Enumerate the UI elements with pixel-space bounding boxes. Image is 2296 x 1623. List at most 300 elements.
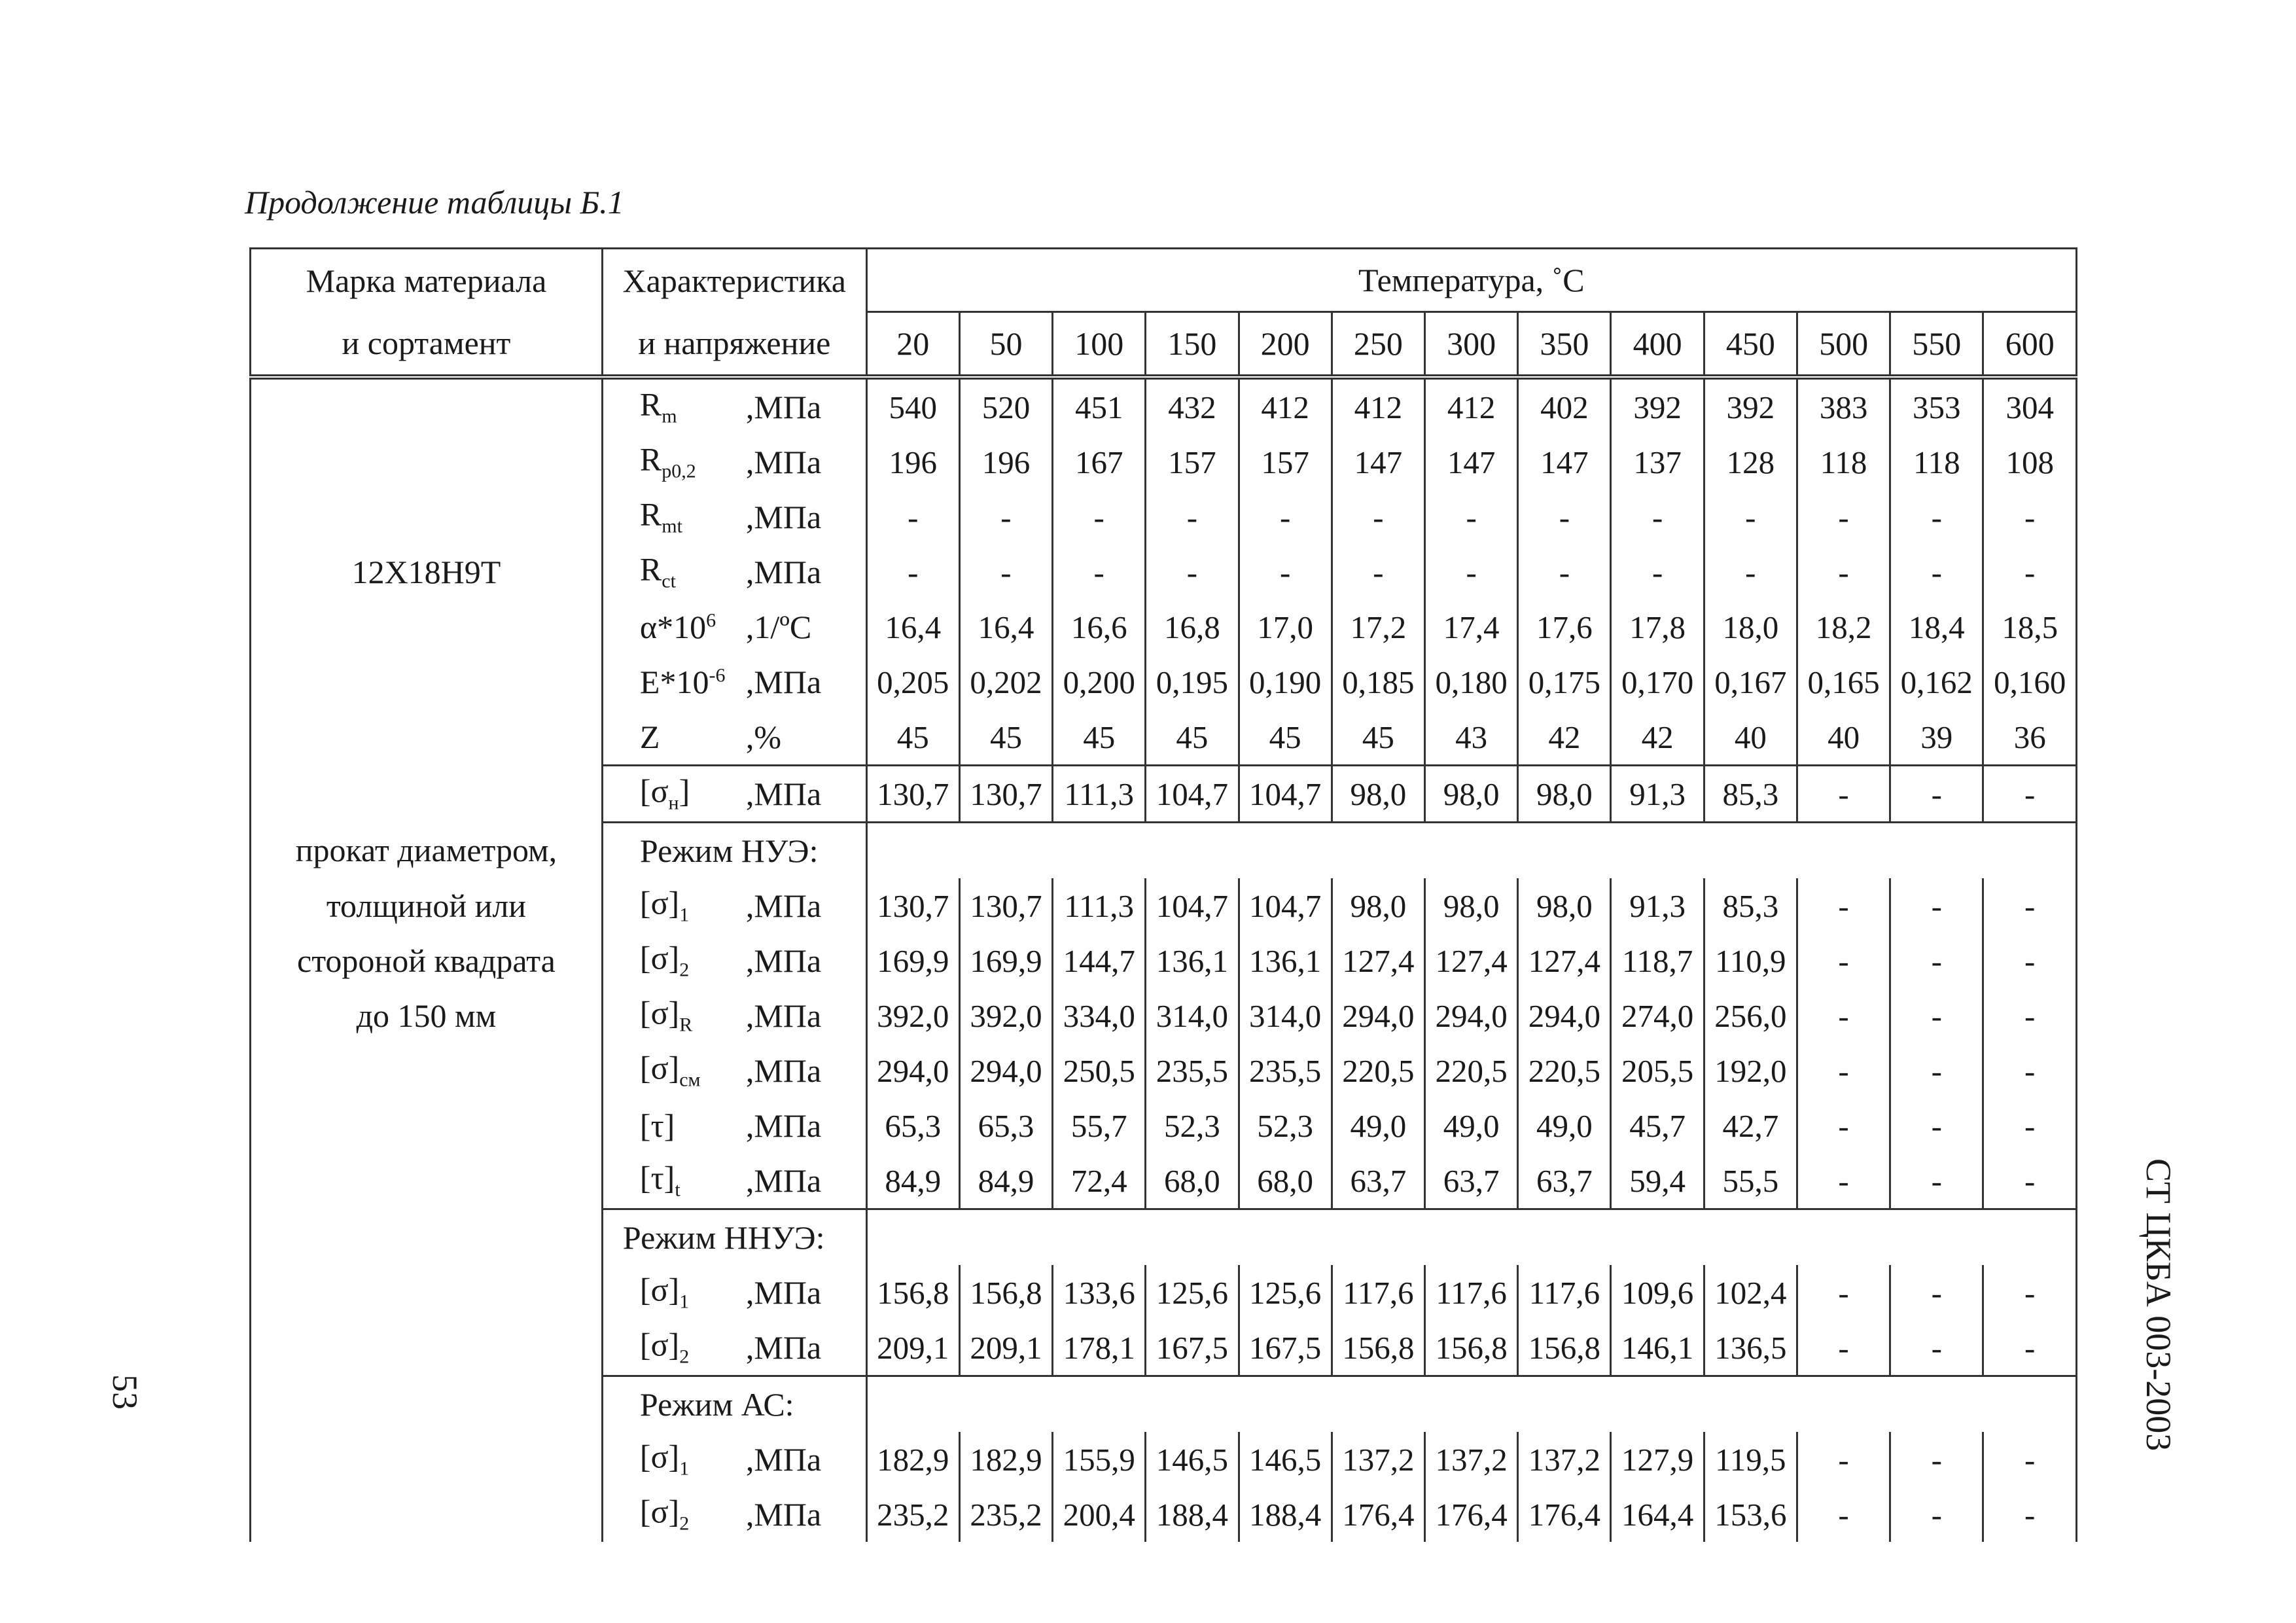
value-cell: 383 xyxy=(1797,377,1890,435)
value-cell: 353 xyxy=(1890,377,1983,435)
value-cell: 18,2 xyxy=(1797,599,1890,654)
value-cell: - xyxy=(866,490,959,544)
value-cell: - xyxy=(1890,933,1983,988)
value-cell: 412 xyxy=(1239,377,1332,435)
value-cell: 118 xyxy=(1797,435,1890,490)
mode-title-values xyxy=(866,1376,2076,1433)
value-cell: 133,6 xyxy=(1053,1265,1146,1320)
value-cell: 136,1 xyxy=(1146,933,1239,988)
value-cell: 18,4 xyxy=(1890,599,1983,654)
material-assortment-line: прокат диаметром, xyxy=(251,823,603,879)
header-temp-cell: 350 xyxy=(1518,312,1611,378)
value-cell: 40 xyxy=(1797,709,1890,766)
material-cell xyxy=(251,490,603,544)
value-cell: - xyxy=(1983,1487,2077,1542)
char-symbol-sub: R xyxy=(679,1014,693,1036)
value-cell: - xyxy=(1797,490,1890,544)
value-cell: 147 xyxy=(1425,435,1518,490)
material-cell xyxy=(251,709,603,766)
header-temp-cell: 250 xyxy=(1332,312,1424,378)
table-row xyxy=(251,1153,2077,1209)
characteristic-cell xyxy=(602,878,866,933)
value-cell: 169,9 xyxy=(959,933,1052,988)
value-cell: 220,5 xyxy=(1332,1043,1424,1098)
value-cell: 98,0 xyxy=(1332,766,1424,823)
header-material-2: и сортамент xyxy=(251,312,603,378)
char-symbol-sub: 1 xyxy=(679,904,690,926)
value-cell: 98,0 xyxy=(1332,878,1424,933)
value-cell: 412 xyxy=(1425,377,1518,435)
value-cell: 304 xyxy=(1983,377,2077,435)
mode-title-cell xyxy=(602,1376,866,1433)
header-characteristic-2: и напряжение xyxy=(602,312,866,378)
char-symbol-sub: p0,2 xyxy=(662,460,696,482)
value-cell: 0,165 xyxy=(1797,654,1890,709)
table-caption: Продолжение таблицы Б.1 xyxy=(245,184,624,221)
value-cell: 157 xyxy=(1146,435,1239,490)
value-cell: 146,5 xyxy=(1239,1432,1332,1487)
value-cell: 18,0 xyxy=(1704,599,1797,654)
value-cell: 156,8 xyxy=(1518,1320,1611,1376)
mode-title: Режим НУЭ: xyxy=(639,832,819,869)
value-cell: 55,5 xyxy=(1704,1153,1797,1209)
material-cell xyxy=(251,1487,603,1542)
header-temp-cell: 50 xyxy=(959,312,1052,378)
value-cell: 111,3 xyxy=(1053,878,1146,933)
char-symbol-base: [σ xyxy=(639,772,669,810)
value-cell: 334,0 xyxy=(1053,988,1146,1043)
value-cell: 17,6 xyxy=(1518,599,1611,654)
value-cell: 49,0 xyxy=(1425,1098,1518,1153)
value-cell: 16,8 xyxy=(1146,599,1239,654)
value-cell: 144,7 xyxy=(1053,933,1146,988)
value-cell: 147 xyxy=(1518,435,1611,490)
char-symbol-base: Z xyxy=(639,719,660,755)
material-cell xyxy=(251,435,603,490)
value-cell: 147 xyxy=(1332,435,1424,490)
value-cell: 49,0 xyxy=(1332,1098,1424,1153)
char-symbol xyxy=(639,1159,680,1201)
characteristic-cell xyxy=(602,1153,866,1209)
char-unit: ,МПа xyxy=(745,997,822,1034)
value-cell: - xyxy=(1890,544,1983,599)
value-cell: 104,7 xyxy=(1239,766,1332,823)
value-cell: 412 xyxy=(1332,377,1424,435)
char-symbol-base: R xyxy=(639,385,662,423)
value-cell: 136,5 xyxy=(1704,1320,1797,1376)
document-code: СТ ЦКБА 003-2003 xyxy=(2139,1158,2178,1452)
value-cell: 156,8 xyxy=(1425,1320,1518,1376)
value-cell: - xyxy=(1425,544,1518,599)
characteristic-cell xyxy=(602,599,866,654)
characteristic-cell xyxy=(602,1487,866,1542)
header-row-1 xyxy=(251,249,2077,312)
char-symbol-sub: t xyxy=(675,1179,680,1201)
characteristic-cell xyxy=(602,766,866,823)
value-cell: 136,1 xyxy=(1239,933,1332,988)
characteristic-cell xyxy=(602,377,866,435)
char-symbol-sub: см xyxy=(679,1069,701,1091)
value-cell: - xyxy=(1983,1432,2077,1487)
char-symbol-base: [τ] xyxy=(639,1107,675,1144)
value-cell: 196 xyxy=(959,435,1052,490)
char-symbol xyxy=(639,772,690,814)
char-unit: ,1/ºС xyxy=(745,609,812,645)
material-cell xyxy=(251,599,603,654)
value-cell: 130,7 xyxy=(866,878,959,933)
value-cell: 156,8 xyxy=(866,1265,959,1320)
char-symbol-base: α*10 xyxy=(639,609,707,645)
value-cell: 68,0 xyxy=(1146,1153,1239,1209)
value-cell: - xyxy=(1890,1098,1983,1153)
char-unit: ,% xyxy=(745,719,782,755)
value-cell: 235,2 xyxy=(959,1487,1052,1542)
char-symbol-base: [σ] xyxy=(639,1438,680,1475)
char-unit: ,МПа xyxy=(745,1329,822,1366)
value-cell: 130,7 xyxy=(959,878,1052,933)
material-cell xyxy=(251,1376,603,1433)
value-cell: 157 xyxy=(1239,435,1332,490)
characteristic-cell xyxy=(602,1098,866,1153)
header-temp-cell: 20 xyxy=(866,312,959,378)
value-cell: - xyxy=(1797,988,1890,1043)
value-cell: 109,6 xyxy=(1611,1265,1704,1320)
value-cell: 196 xyxy=(866,435,959,490)
char-symbol xyxy=(639,884,690,926)
value-cell: 72,4 xyxy=(1053,1153,1146,1209)
char-symbol-base: [σ] xyxy=(639,994,680,1031)
value-cell: - xyxy=(1983,1098,2077,1153)
value-cell: 392 xyxy=(1704,377,1797,435)
value-cell: 235,5 xyxy=(1239,1043,1332,1098)
value-cell: - xyxy=(1797,1432,1890,1487)
value-cell: 192,0 xyxy=(1704,1043,1797,1098)
value-cell: 55,7 xyxy=(1053,1098,1146,1153)
value-cell: 16,4 xyxy=(866,599,959,654)
char-symbol xyxy=(639,440,696,482)
value-cell: 52,3 xyxy=(1239,1098,1332,1153)
value-cell: - xyxy=(1425,490,1518,544)
char-symbol xyxy=(639,385,677,427)
value-cell: 98,0 xyxy=(1425,766,1518,823)
table-row xyxy=(251,1265,2077,1320)
char-unit: ,МПа xyxy=(745,1052,822,1089)
table-row xyxy=(251,878,2077,933)
char-symbol-base: R xyxy=(639,550,662,588)
char-symbol-sub: mt xyxy=(662,515,682,537)
value-cell: 16,6 xyxy=(1053,599,1146,654)
value-cell: 128 xyxy=(1704,435,1797,490)
material-assortment-line: до 150 мм xyxy=(251,988,603,1043)
characteristic-cell xyxy=(602,933,866,988)
value-cell: - xyxy=(1983,490,2077,544)
value-cell: 17,2 xyxy=(1332,599,1424,654)
header-temp-cell: 600 xyxy=(1983,312,2077,378)
char-symbol-sub: 1 xyxy=(679,1457,690,1480)
value-cell: 117,6 xyxy=(1332,1265,1424,1320)
table-row xyxy=(251,377,2077,435)
char-unit: ,МПа xyxy=(745,1274,822,1311)
value-cell: - xyxy=(1797,544,1890,599)
value-cell: 130,7 xyxy=(959,766,1052,823)
value-cell: 68,0 xyxy=(1239,1153,1332,1209)
table-row xyxy=(251,490,2077,544)
char-symbol-base: [σ] xyxy=(639,1271,680,1308)
characteristic-cell xyxy=(602,435,866,490)
mode-title-cell xyxy=(602,1209,866,1266)
value-cell: 0,162 xyxy=(1890,654,1983,709)
value-cell: 117,6 xyxy=(1518,1265,1611,1320)
value-cell: 104,7 xyxy=(1239,878,1332,933)
value-cell: 164,4 xyxy=(1611,1487,1704,1542)
char-symbol-base: [σ] xyxy=(639,884,680,921)
mode-title-row xyxy=(251,823,2077,879)
char-symbol-sub: 2 xyxy=(679,1346,690,1368)
char-symbol xyxy=(640,611,716,643)
value-cell: - xyxy=(1611,544,1704,599)
mode-title: Режим ННУЭ: xyxy=(622,1219,825,1256)
value-cell: 39 xyxy=(1890,709,1983,766)
value-cell: 294,0 xyxy=(1425,988,1518,1043)
char-unit: ,МПа xyxy=(745,664,822,700)
value-cell: 102,4 xyxy=(1704,1265,1797,1320)
char-symbol-base: [σ] xyxy=(639,1493,680,1530)
value-cell: 167,5 xyxy=(1146,1320,1239,1376)
value-cell: 137,2 xyxy=(1332,1432,1424,1487)
mode-title-values xyxy=(866,823,2076,879)
char-symbol xyxy=(639,550,676,592)
value-cell: 85,3 xyxy=(1704,766,1797,823)
value-cell: 108 xyxy=(1983,435,2077,490)
value-cell: - xyxy=(1983,988,2077,1043)
mode-title: Режим АС: xyxy=(639,1386,794,1423)
value-cell: 182,9 xyxy=(866,1432,959,1487)
value-cell: - xyxy=(1983,1043,2077,1098)
value-cell: 110,9 xyxy=(1704,933,1797,988)
characteristic-cell xyxy=(602,544,866,599)
char-symbol-base: [σ] xyxy=(639,1049,680,1086)
char-symbol xyxy=(639,1271,690,1313)
value-cell: 146,1 xyxy=(1611,1320,1704,1376)
value-cell: 59,4 xyxy=(1611,1153,1704,1209)
value-cell: - xyxy=(1983,544,2077,599)
value-cell: 42 xyxy=(1518,709,1611,766)
value-cell: - xyxy=(1704,544,1797,599)
char-symbol xyxy=(639,1326,690,1368)
value-cell: 167,5 xyxy=(1239,1320,1332,1376)
value-cell: 256,0 xyxy=(1704,988,1797,1043)
value-cell: - xyxy=(1797,1043,1890,1098)
char-symbol-base: R xyxy=(639,495,662,533)
char-unit: ,МПа xyxy=(745,499,822,535)
value-cell: 0,185 xyxy=(1332,654,1424,709)
char-unit: ,МПа xyxy=(745,942,822,979)
value-cell: 178,1 xyxy=(1053,1320,1146,1376)
char-symbol xyxy=(640,1495,689,1534)
value-cell: 127,4 xyxy=(1425,933,1518,988)
mode-title-row xyxy=(251,1376,2077,1433)
value-cell: 127,4 xyxy=(1518,933,1611,988)
char-symbol-base: [σ] xyxy=(639,1326,680,1363)
char-symbol-sub: ct xyxy=(662,570,676,592)
value-cell: 49,0 xyxy=(1518,1098,1611,1153)
char-symbol-sub: 1 xyxy=(679,1291,690,1313)
value-cell: 45 xyxy=(1053,709,1146,766)
value-cell: - xyxy=(1797,766,1890,823)
char-unit: ,МПа xyxy=(745,776,822,812)
value-cell: - xyxy=(1797,1487,1890,1542)
value-cell: 16,4 xyxy=(959,599,1052,654)
table-row xyxy=(251,599,2077,654)
value-cell: 98,0 xyxy=(1518,766,1611,823)
value-cell: 294,0 xyxy=(1518,988,1611,1043)
value-cell: 17,0 xyxy=(1239,599,1332,654)
value-cell: - xyxy=(1053,544,1146,599)
value-cell: 127,4 xyxy=(1332,933,1424,988)
value-cell: 104,7 xyxy=(1146,878,1239,933)
value-cell: 156,8 xyxy=(1332,1320,1424,1376)
value-cell: 200,4 xyxy=(1053,1487,1146,1542)
value-cell: 118 xyxy=(1890,435,1983,490)
char-symbol-sub: 2 xyxy=(679,1512,690,1535)
value-cell: - xyxy=(1983,933,2077,988)
value-cell: 220,5 xyxy=(1425,1043,1518,1098)
value-cell: 392,0 xyxy=(959,988,1052,1043)
char-symbol xyxy=(639,495,682,537)
characteristic-cell xyxy=(602,1043,866,1098)
value-cell: 402 xyxy=(1518,377,1611,435)
value-cell: 125,6 xyxy=(1239,1265,1332,1320)
value-cell: 520 xyxy=(959,377,1052,435)
value-cell: 156,8 xyxy=(959,1265,1052,1320)
value-cell: - xyxy=(1890,878,1983,933)
char-symbol xyxy=(640,666,726,698)
value-cell: 0,205 xyxy=(866,654,959,709)
header-temp-cell: 100 xyxy=(1053,312,1146,378)
value-cell: 42 xyxy=(1611,709,1704,766)
header-temp-cell: 150 xyxy=(1146,312,1239,378)
value-cell: - xyxy=(1797,1265,1890,1320)
value-cell: 137 xyxy=(1611,435,1704,490)
value-cell: 0,167 xyxy=(1704,654,1797,709)
value-cell: 0,160 xyxy=(1983,654,2077,709)
material-cell xyxy=(251,377,603,435)
value-cell: 235,5 xyxy=(1146,1043,1239,1098)
value-cell: - xyxy=(1704,490,1797,544)
value-cell: - xyxy=(1890,1153,1983,1209)
value-cell: 91,3 xyxy=(1611,878,1704,933)
value-cell: 188,4 xyxy=(1239,1487,1332,1542)
value-cell: 392 xyxy=(1611,377,1704,435)
char-symbol-sup: 6 xyxy=(706,609,716,632)
value-cell: - xyxy=(1611,490,1704,544)
char-unit: ,МПа xyxy=(745,444,822,480)
value-cell: 85,3 xyxy=(1704,878,1797,933)
header-temp-cell: 550 xyxy=(1890,312,1983,378)
table-row xyxy=(251,766,2077,823)
material-cell xyxy=(251,1153,603,1209)
material-assortment-line: толщиной или xyxy=(251,878,603,933)
value-cell: - xyxy=(1332,544,1424,599)
value-cell: 40 xyxy=(1704,709,1797,766)
value-cell: 182,9 xyxy=(959,1432,1052,1487)
value-cell: - xyxy=(959,490,1052,544)
table-row xyxy=(251,1320,2077,1376)
value-cell: - xyxy=(1518,490,1611,544)
char-symbol-base: E*10 xyxy=(639,664,709,700)
char-symbol-base: R xyxy=(639,440,662,478)
char-symbol-sub: m xyxy=(662,405,677,427)
value-cell: 432 xyxy=(1146,377,1239,435)
value-cell: 111,3 xyxy=(1053,766,1146,823)
value-cell: - xyxy=(1890,988,1983,1043)
value-cell: - xyxy=(959,544,1052,599)
value-cell: - xyxy=(1983,1153,2077,1209)
material-cell xyxy=(251,766,603,823)
material-cell xyxy=(251,1265,603,1320)
value-cell: 98,0 xyxy=(1518,878,1611,933)
value-cell: - xyxy=(1890,1432,1983,1487)
value-cell: - xyxy=(1239,544,1332,599)
value-cell: 84,9 xyxy=(866,1153,959,1209)
char-unit: ,МПа xyxy=(745,1162,822,1199)
char-unit: ,МПа xyxy=(745,389,822,425)
characteristic-cell xyxy=(602,709,866,766)
value-cell: 65,3 xyxy=(959,1098,1052,1153)
properties-table xyxy=(249,247,2077,1542)
value-cell: 235,2 xyxy=(866,1487,959,1542)
value-cell: 540 xyxy=(866,377,959,435)
value-cell: - xyxy=(1890,1320,1983,1376)
char-symbol-sub: н xyxy=(668,792,679,814)
value-cell: 294,0 xyxy=(1332,988,1424,1043)
material-cell xyxy=(251,654,603,709)
char-symbol xyxy=(640,721,660,753)
value-cell: 146,5 xyxy=(1146,1432,1239,1487)
value-cell: - xyxy=(1983,1265,2077,1320)
value-cell: - xyxy=(1890,490,1983,544)
value-cell: 125,6 xyxy=(1146,1265,1239,1320)
value-cell: - xyxy=(1332,490,1424,544)
char-symbol-sup: -6 xyxy=(709,664,726,687)
table-row xyxy=(251,435,2077,490)
material-assortment-line: стороной квадрата xyxy=(251,933,603,988)
value-cell: 45,7 xyxy=(1611,1098,1704,1153)
value-cell: - xyxy=(1890,1043,1983,1098)
value-cell: 117,6 xyxy=(1425,1265,1518,1320)
header-temperature-title: Температура, ˚С xyxy=(866,249,2076,312)
table-row xyxy=(251,1487,2077,1542)
char-unit: ,МПа xyxy=(745,887,822,924)
characteristic-cell xyxy=(602,1432,866,1487)
material-cell xyxy=(251,1209,603,1266)
material-cell xyxy=(251,1432,603,1487)
value-cell: - xyxy=(1518,544,1611,599)
value-cell: 0,175 xyxy=(1518,654,1611,709)
value-cell: 205,5 xyxy=(1611,1043,1704,1098)
value-cell: 104,7 xyxy=(1146,766,1239,823)
mode-title-values xyxy=(866,1209,2076,1266)
table-row xyxy=(251,1432,2077,1487)
value-cell: 274,0 xyxy=(1611,988,1704,1043)
value-cell: 167 xyxy=(1053,435,1146,490)
header-material-1: Марка материала xyxy=(251,249,603,312)
value-cell: 118,7 xyxy=(1611,933,1704,988)
value-cell: 45 xyxy=(1239,709,1332,766)
value-cell: 294,0 xyxy=(866,1043,959,1098)
value-cell: 209,1 xyxy=(959,1320,1052,1376)
char-symbol xyxy=(639,1049,701,1091)
